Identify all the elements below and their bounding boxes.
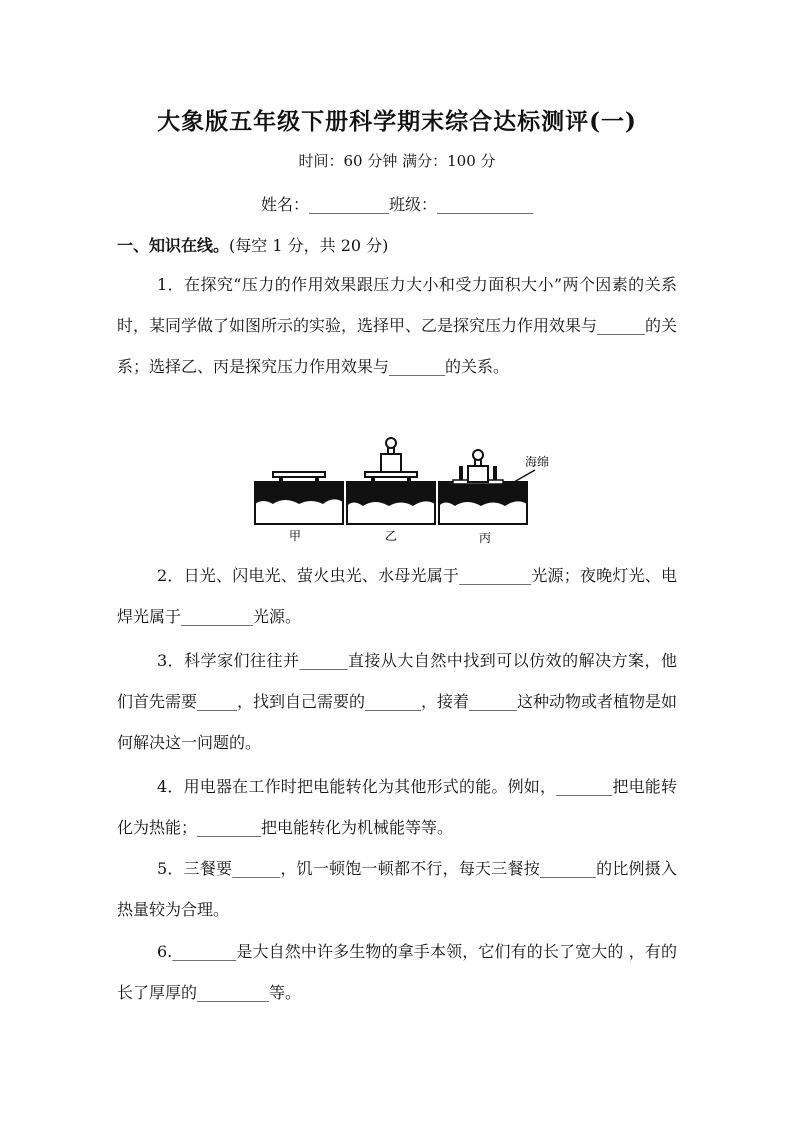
sponge-c bbox=[439, 482, 527, 524]
pressure-experiment-figure bbox=[245, 436, 575, 546]
exam-meta: 时间：60 分钟 满分：100 分 bbox=[298, 152, 496, 170]
question-5: 5．三餐要______，饥一顿饱一顿都不行，每天三餐按_______的比例摄入热量较为合理。 bbox=[117, 859, 677, 919]
section-heading bbox=[117, 233, 388, 256]
label-sponge: 海绵 bbox=[525, 455, 550, 469]
sponge-b bbox=[347, 482, 435, 524]
question-2: 2．日光、闪电光、萤火虫光、水母光属于_________光源；夜晚灯光、电焊光属于_________光源。 bbox=[117, 566, 677, 626]
section-note: (每空 1 分，共 20 分) bbox=[229, 236, 389, 255]
question-3: 3．科学家们往往并______直接从大自然中找到可以仿效的解决方案，他们首先需要_____，找到自己需要的_______，接着______这种动物或者植物是如何解决这一问题的。 bbox=[117, 651, 678, 752]
section-title: 一、知识在线。 bbox=[117, 236, 230, 255]
question-1: 1．在探究“压力的作用效果跟压力大小和受力面积大小”两个因素的关系时，某同学做了如图所示的实验，选择甲、乙是探究压力作用效果与______的关系；选择乙、丙是探究压力作用效果与_______的关系。 bbox=[117, 275, 678, 376]
page-title: 大象版五年级下册科学期末综合达标测评(一) bbox=[157, 108, 637, 135]
label-yi: 乙 bbox=[384, 529, 398, 543]
label-jia: 甲 bbox=[288, 529, 302, 543]
name-class-line: 姓名：__________班级：____________ bbox=[260, 195, 533, 214]
question-6: 6.________是大自然中许多生物的拿手本领，它们有的长了宽大的 ，有的长了厚厚的_________等。 bbox=[117, 942, 677, 1002]
question-4: 4．用电器在工作时把电能转化为其他形式的能。例如，_______把电能转化为热能；________把电能转化为机械能等等。 bbox=[117, 777, 677, 837]
sponge-a bbox=[255, 482, 343, 524]
table-c-inverted-with-weight bbox=[453, 450, 503, 484]
label-bing: 丙 bbox=[478, 531, 492, 545]
